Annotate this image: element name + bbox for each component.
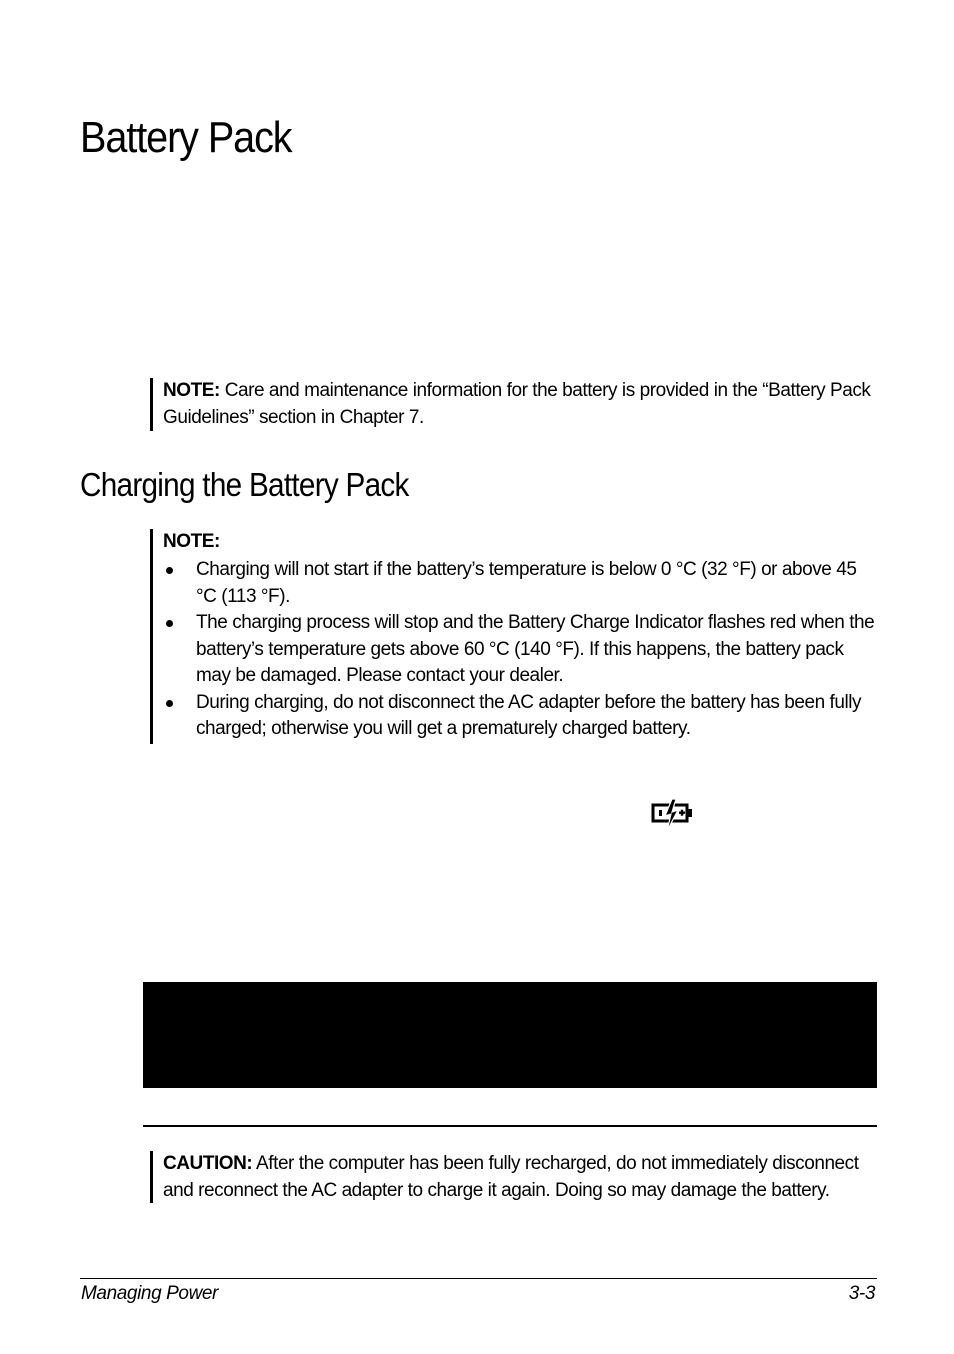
- list-item: [163, 690, 880, 743]
- caution-label: CAUTION:: [163, 1153, 253, 1174]
- footer-chapter-title: Managing Power: [81, 1283, 218, 1304]
- section-heading-charging: Charging the Battery Pack: [80, 466, 409, 503]
- note-charging: [150, 529, 880, 744]
- list-item: [163, 557, 880, 610]
- list-item: [163, 610, 880, 690]
- battery-charging-icon: [650, 795, 694, 835]
- bullet-text: The charging process will stop and the Battery Charge Indicator flashes red when the battery’s temperature gets above 60 °C (140 °F). If this happens, the battery pack may be damaged. Please contact your dealer.: [196, 612, 875, 686]
- note-label: NOTE:: [163, 531, 220, 552]
- bullet-text: Charging will not start if the battery’s temperature is below 0 °C (32 °F) or above 45 °C (113 °F).: [196, 559, 857, 607]
- black-redaction-block: [143, 982, 877, 1088]
- caution-divider: [143, 1125, 877, 1127]
- note-label: NOTE:: [163, 380, 220, 401]
- note-text: Care and maintenance information for the battery is provided in the “Battery Pack Guidelines” section in Chapter 7.: [163, 380, 871, 428]
- bullet-icon: [166, 567, 173, 574]
- footer-page-number: 3-3: [848, 1283, 875, 1304]
- page-title: Battery Pack: [80, 113, 292, 162]
- note-bullet-list: [163, 557, 880, 743]
- note-battery-care: [150, 378, 880, 431]
- bullet-icon: [166, 620, 173, 627]
- bullet-text: During charging, do not disconnect the AC adapter before the battery has been fully charged; otherwise you will get a prematurely charged battery.: [196, 691, 862, 739]
- bullet-icon: [166, 700, 173, 707]
- caution-note: [150, 1151, 880, 1203]
- footer-divider: [80, 1278, 877, 1279]
- caution-text: After the computer has been fully recharged, do not immediately disconnect and reconnect the AC adapter to charge it again. Doing so may damage the battery.: [163, 1153, 859, 1201]
